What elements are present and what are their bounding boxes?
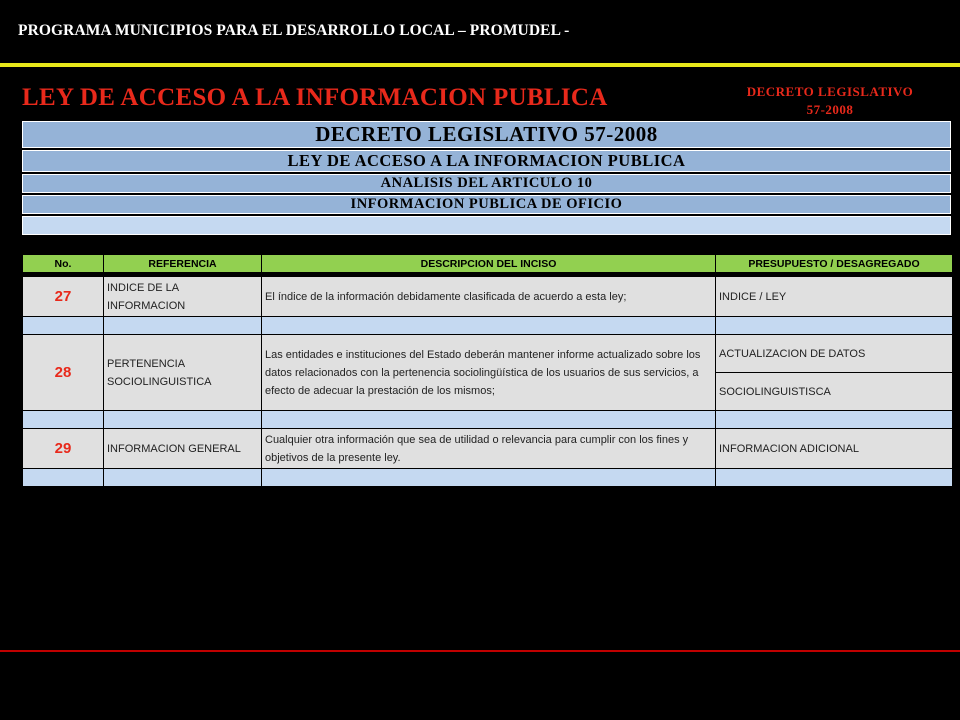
banner-info: INFORMACION PUBLICA DE OFICIO xyxy=(22,195,951,214)
table-spacer-row xyxy=(23,411,953,429)
col-header-presupuesto: PRESUPUESTO / DESAGREGADO xyxy=(716,255,953,273)
col-header-referencia: REFERENCIA xyxy=(104,255,262,273)
row-presupuesto: SOCIOLINGUISTISCA xyxy=(716,373,953,411)
col-header-descripcion: DESCRIPCION DEL INCISO xyxy=(262,255,716,273)
table-row xyxy=(23,429,953,469)
banner-article: ANALISIS DEL ARTICULO 10 xyxy=(22,174,951,193)
decree-label-line1: DECRETO LEGISLATIVO xyxy=(746,84,914,99)
banner-empty-row xyxy=(22,216,951,235)
row-presupuesto: INDICE / LEY xyxy=(716,277,953,317)
table-row xyxy=(23,277,953,317)
row-referencia: INFORMACION GENERAL xyxy=(104,429,262,469)
law-title: LEY DE ACCESO A LA INFORMACION PUBLICA xyxy=(22,84,608,111)
row-descripcion: El índice de la información debidamente clasificada de acuerdo a esta ley; xyxy=(262,277,716,317)
banner-law: LEY DE ACCESO A LA INFORMACION PUBLICA xyxy=(22,150,951,172)
table-header-row xyxy=(23,255,953,273)
row-number: 28 xyxy=(23,335,104,411)
row-referencia: PERTENENCIA SOCIOLINGUISTICA xyxy=(104,335,262,411)
banner-block xyxy=(22,121,951,237)
banner-decree: DECRETO LEGISLATIVO 57-2008 xyxy=(22,121,951,148)
program-title: PROGRAMA MUNICIPIOS PARA EL DESARROLLO LOCAL – PROMUDEL - xyxy=(18,22,570,39)
row-referencia: INDICE DE LA INFORMACION xyxy=(104,277,262,317)
row-descripcion: Cualquier otra información que sea de utilidad o relevancia para cumplir con los fines y objetivos de la presente ley. xyxy=(262,429,716,469)
decree-label xyxy=(715,83,945,119)
bottom-red-divider xyxy=(0,650,960,652)
table-row xyxy=(23,335,953,373)
row-number: 27 xyxy=(23,277,104,317)
row-number: 29 xyxy=(23,429,104,469)
article-table xyxy=(22,254,953,487)
row-presupuesto: ACTUALIZACION DE DATOS xyxy=(716,335,953,373)
table-spacer-row xyxy=(23,317,953,335)
row-descripcion: Las entidades e instituciones del Estado deberán mantener informe actualizado sobre los datos relacionados con la pertenencia sociolingüística de los usuarios de sus servicios, a efecto de adecuar la prestación de los mismos; xyxy=(262,335,716,411)
decree-label-line2: 57-2008 xyxy=(806,102,854,117)
yellow-divider xyxy=(0,63,960,67)
table-spacer-row xyxy=(23,469,953,487)
row-presupuesto: INFORMACION ADICIONAL xyxy=(716,429,953,469)
col-header-no: No. xyxy=(23,255,104,273)
